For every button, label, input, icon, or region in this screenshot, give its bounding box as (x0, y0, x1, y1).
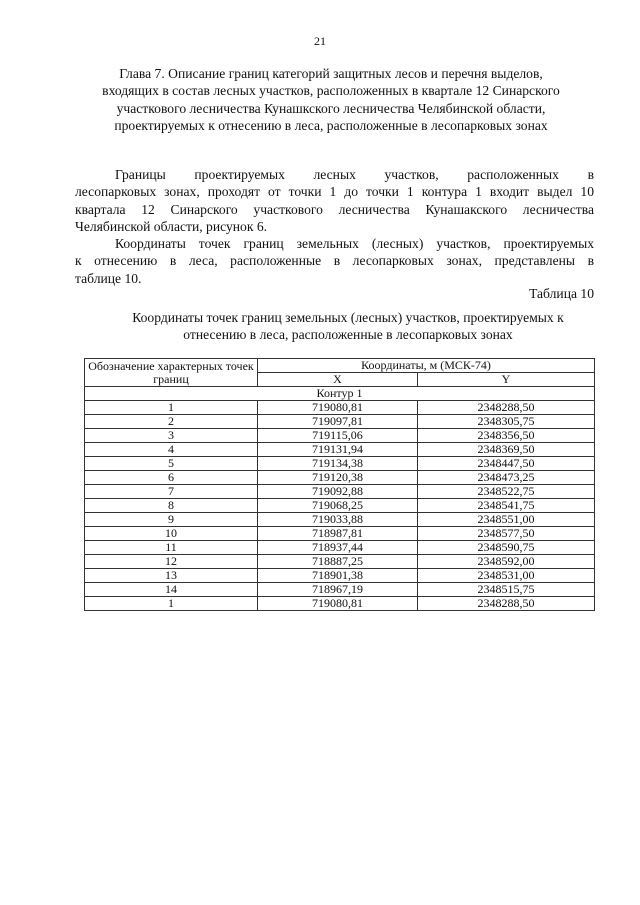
table-row (85, 415, 595, 429)
point-number-cell: 7 (85, 485, 258, 499)
paragraph-line: таблице 10. (75, 270, 142, 286)
point-number-cell: 6 (85, 471, 258, 485)
y-coordinate-cell: 2348590,75 (417, 541, 594, 555)
table-title-line: Координаты точек границ земельных (лесных) участков, проектируемых к (132, 310, 564, 325)
point-number-cell: 5 (85, 457, 258, 471)
table-row (85, 555, 595, 569)
table-row (85, 485, 595, 499)
y-coordinate-cell: 2348305,75 (417, 415, 594, 429)
y-coordinate-cell: 2348288,50 (417, 401, 594, 415)
table-title-line: отнесению в леса, расположенные в лесопарковых зонах (183, 327, 513, 343)
table-row (85, 541, 595, 555)
x-coordinate-cell: 719131,94 (258, 443, 418, 457)
y-coordinate-cell: 2348515,75 (417, 583, 594, 597)
point-number-cell: 9 (85, 513, 258, 527)
table-row (85, 499, 595, 513)
y-coordinate-cell: 2348288,50 (417, 597, 594, 611)
header-coordinates: Координаты, м (МСК-74) (258, 359, 595, 373)
point-number-cell: 1 (85, 401, 258, 415)
point-number-cell: 8 (85, 499, 258, 513)
x-coordinate-cell: 719033,88 (258, 513, 418, 527)
paragraph-line: квартала 12 Синарского участкового лесничества Кунашакского лесничества (75, 201, 594, 217)
y-coordinate-cell: 2348522,75 (417, 485, 594, 499)
table-row (85, 401, 595, 415)
x-coordinate-cell: 718887,25 (258, 555, 418, 569)
y-coordinate-cell: 2348356,50 (417, 429, 594, 443)
y-coordinate-cell: 2348551,00 (417, 513, 594, 527)
page-number: 21 (314, 34, 326, 48)
point-number-cell: 14 (85, 583, 258, 597)
paragraph-line: Челябинской области, рисунок 6. (75, 218, 268, 234)
y-coordinate-cell: 2348577,50 (417, 527, 594, 541)
x-coordinate-cell: 718987,81 (258, 527, 418, 541)
point-number-cell: 1 (85, 597, 258, 611)
header-designation: Обозначение характерных точек границ (85, 359, 258, 387)
table-row (85, 457, 595, 471)
chapter-title-line: проектируемых к отнесению в леса, расположенные в лесопарковых зонах (114, 117, 548, 133)
x-coordinate-cell: 719068,25 (258, 499, 418, 513)
point-number-cell: 2 (85, 415, 258, 429)
table-row (85, 569, 595, 583)
paragraph-line: к отнесению в леса, расположенные в лесопарковых зонах, представлены в (75, 253, 594, 269)
chapter-title-line: Глава 7. Описание границ категорий защитных лесов и перечня выделов, (119, 66, 543, 81)
table-row (85, 443, 595, 457)
point-number-cell: 3 (85, 429, 258, 443)
paragraph-line: Границы проектируемых лесных участков, расположенных в (115, 167, 594, 182)
coordinates-paragraph (75, 235, 594, 287)
x-coordinate-cell: 719097,81 (258, 415, 418, 429)
chapter-title-line: входящих в состав лесных участков, расположенных в квартале 12 Синарского (102, 83, 560, 99)
x-coordinate-cell: 719134,38 (258, 457, 418, 471)
table-row (85, 597, 595, 611)
header-x: X (258, 373, 418, 387)
point-number-cell: 12 (85, 555, 258, 569)
chapter-title (70, 65, 592, 134)
table-title (70, 309, 626, 344)
x-coordinate-cell: 718937,44 (258, 541, 418, 555)
coordinates-table (84, 358, 595, 611)
table-row (85, 583, 595, 597)
table-row (85, 527, 595, 541)
paragraph-line: лесопарковых зонах, проходят от точки 1 до точки 1 контура 1 входит выдел 10 (75, 184, 594, 200)
y-coordinate-cell: 2348473,25 (417, 471, 594, 485)
table-row (85, 429, 595, 443)
point-number-cell: 11 (85, 541, 258, 555)
contour-label: Контур 1 (85, 387, 595, 401)
table-row (85, 471, 595, 485)
point-number-cell: 13 (85, 569, 258, 583)
x-coordinate-cell: 719120,38 (258, 471, 418, 485)
y-coordinate-cell: 2348541,75 (417, 499, 594, 513)
chapter-title-line: участкового лесничества Кунашкского лесничества Челябинской области, (116, 100, 546, 116)
y-coordinate-cell: 2348531,00 (417, 569, 594, 583)
x-coordinate-cell: 719080,81 (258, 597, 418, 611)
y-coordinate-cell: 2348592,00 (417, 555, 594, 569)
header-y: Y (417, 373, 594, 387)
table-label: Таблица 10 (529, 286, 594, 301)
x-coordinate-cell: 718901,38 (258, 569, 418, 583)
x-coordinate-cell: 719092,88 (258, 485, 418, 499)
x-coordinate-cell: 718967,19 (258, 583, 418, 597)
x-coordinate-cell: 719115,06 (258, 429, 418, 443)
y-coordinate-cell: 2348447,50 (417, 457, 594, 471)
point-number-cell: 10 (85, 527, 258, 541)
x-coordinate-cell: 719080,81 (258, 401, 418, 415)
y-coordinate-cell: 2348369,50 (417, 443, 594, 457)
boundaries-paragraph (75, 166, 594, 235)
table-row (85, 513, 595, 527)
paragraph-line: Координаты точек границ земельных (лесных) участков, проектируемых (115, 236, 594, 251)
point-number-cell: 4 (85, 443, 258, 457)
